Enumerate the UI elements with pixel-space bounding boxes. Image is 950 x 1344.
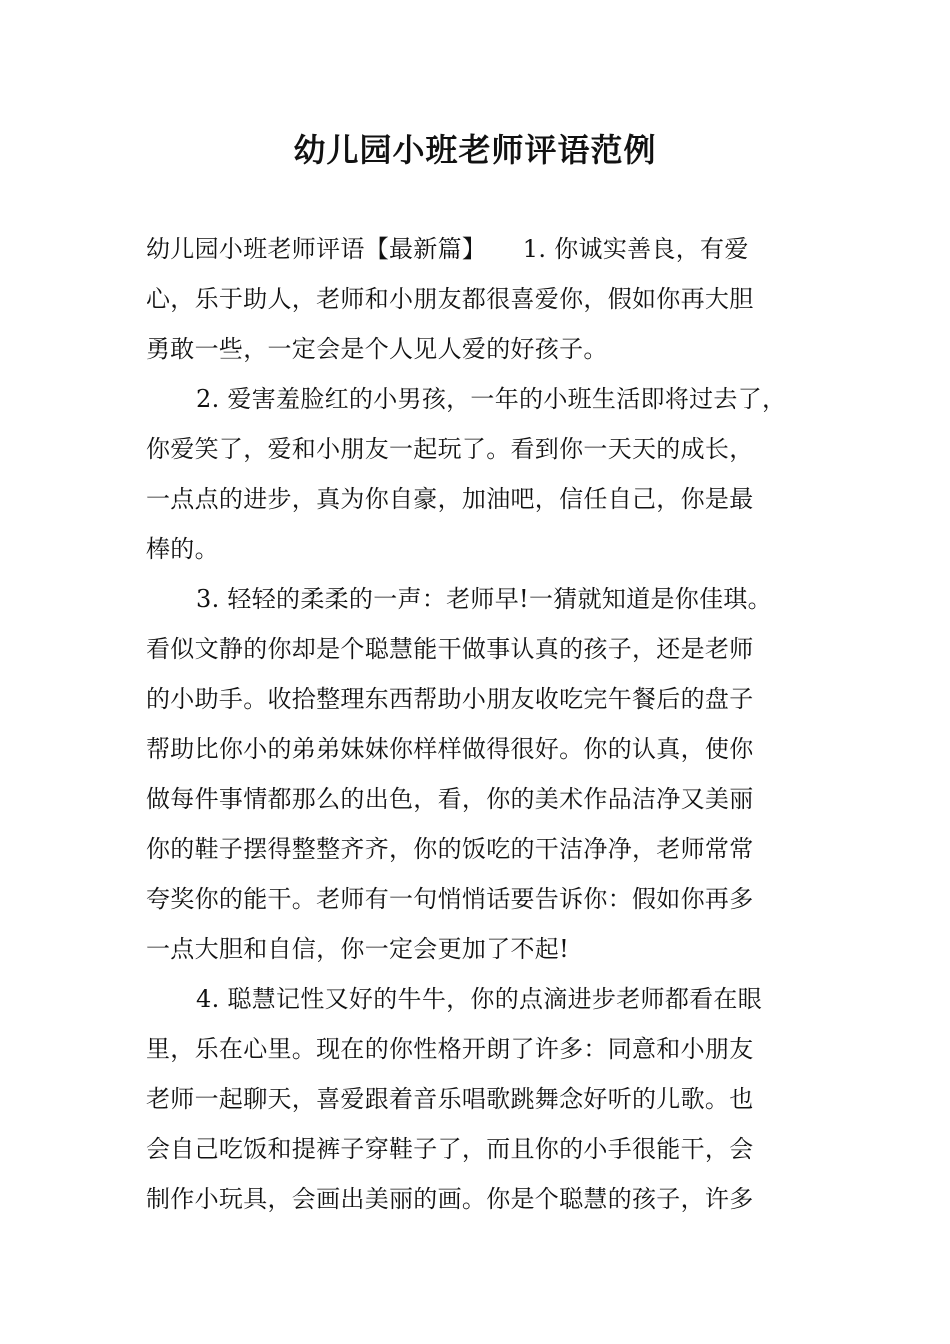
paragraph-line: 你的鞋子摆得整整齐齐，你的饭吃的干洁净净，老师常常 xyxy=(146,835,754,863)
paragraph-line: 2. 爱害羞脸红的小男孩，一年的小班生活即将过去了， xyxy=(196,385,787,413)
paragraph-line: 幼儿园小班老师评语【最新篇】 1. 你诚实善良，有爱 xyxy=(146,235,749,263)
paragraph-line: 的小助手。收拾整理东西帮助小朋友收吃完午餐后的盘子 xyxy=(146,685,754,713)
paragraph-line: 4. 聪慧记性又好的牛牛，你的点滴进步老师都看在眼 xyxy=(196,985,763,1013)
paragraph-line: 看似文静的你却是个聪慧能干做事认真的孩子，还是老师 xyxy=(146,635,754,663)
paragraph-line: 棒的。 xyxy=(146,535,219,563)
paragraph-line: 老师一起聊天，喜爱跟着音乐唱歌跳舞念好听的儿歌。也 xyxy=(146,1085,754,1113)
paragraph-line: 制作小玩具，会画出美丽的画。你是个聪慧的孩子，许多 xyxy=(146,1185,754,1213)
paragraph-line: 里，乐在心里。现在的你性格开朗了许多：同意和小朋友 xyxy=(146,1035,754,1063)
paragraph-line: 会自己吃饭和提裤子穿鞋子了，而且你的小手很能干，会 xyxy=(146,1135,754,1163)
paragraph-line: 你爱笑了，爱和小朋友一起玩了。看到你一天天的成长， xyxy=(146,435,754,463)
paragraph-line: 3. 轻轻的柔柔的一声：老师早!一猜就知道是你佳琪。 xyxy=(196,585,772,613)
paragraph-line: 帮助比你小的弟弟妹妹你样样做得很好。你的认真，使你 xyxy=(146,735,754,763)
paragraph-line: 勇敢一些，一定会是个人见人爱的好孩子。 xyxy=(146,335,608,363)
paragraph-line: 心，乐于助人，老师和小朋友都很喜爱你，假如你再大胆 xyxy=(146,285,754,313)
paragraph-line: 夸奖你的能干。老师有一句悄悄话要告诉你：假如你再多 xyxy=(146,885,754,913)
paragraph-line: 做每件事情都那么的出色，看，你的美术作品洁净又美丽 xyxy=(146,785,754,813)
document-title: 幼儿园小班老师评语范例 xyxy=(293,131,657,169)
paragraph-line: 一点大胆和自信，你一定会更加了不起! xyxy=(146,935,570,963)
paragraph-line: 一点点的进步，真为你自豪，加油吧，信任自己，你是最 xyxy=(146,485,754,513)
